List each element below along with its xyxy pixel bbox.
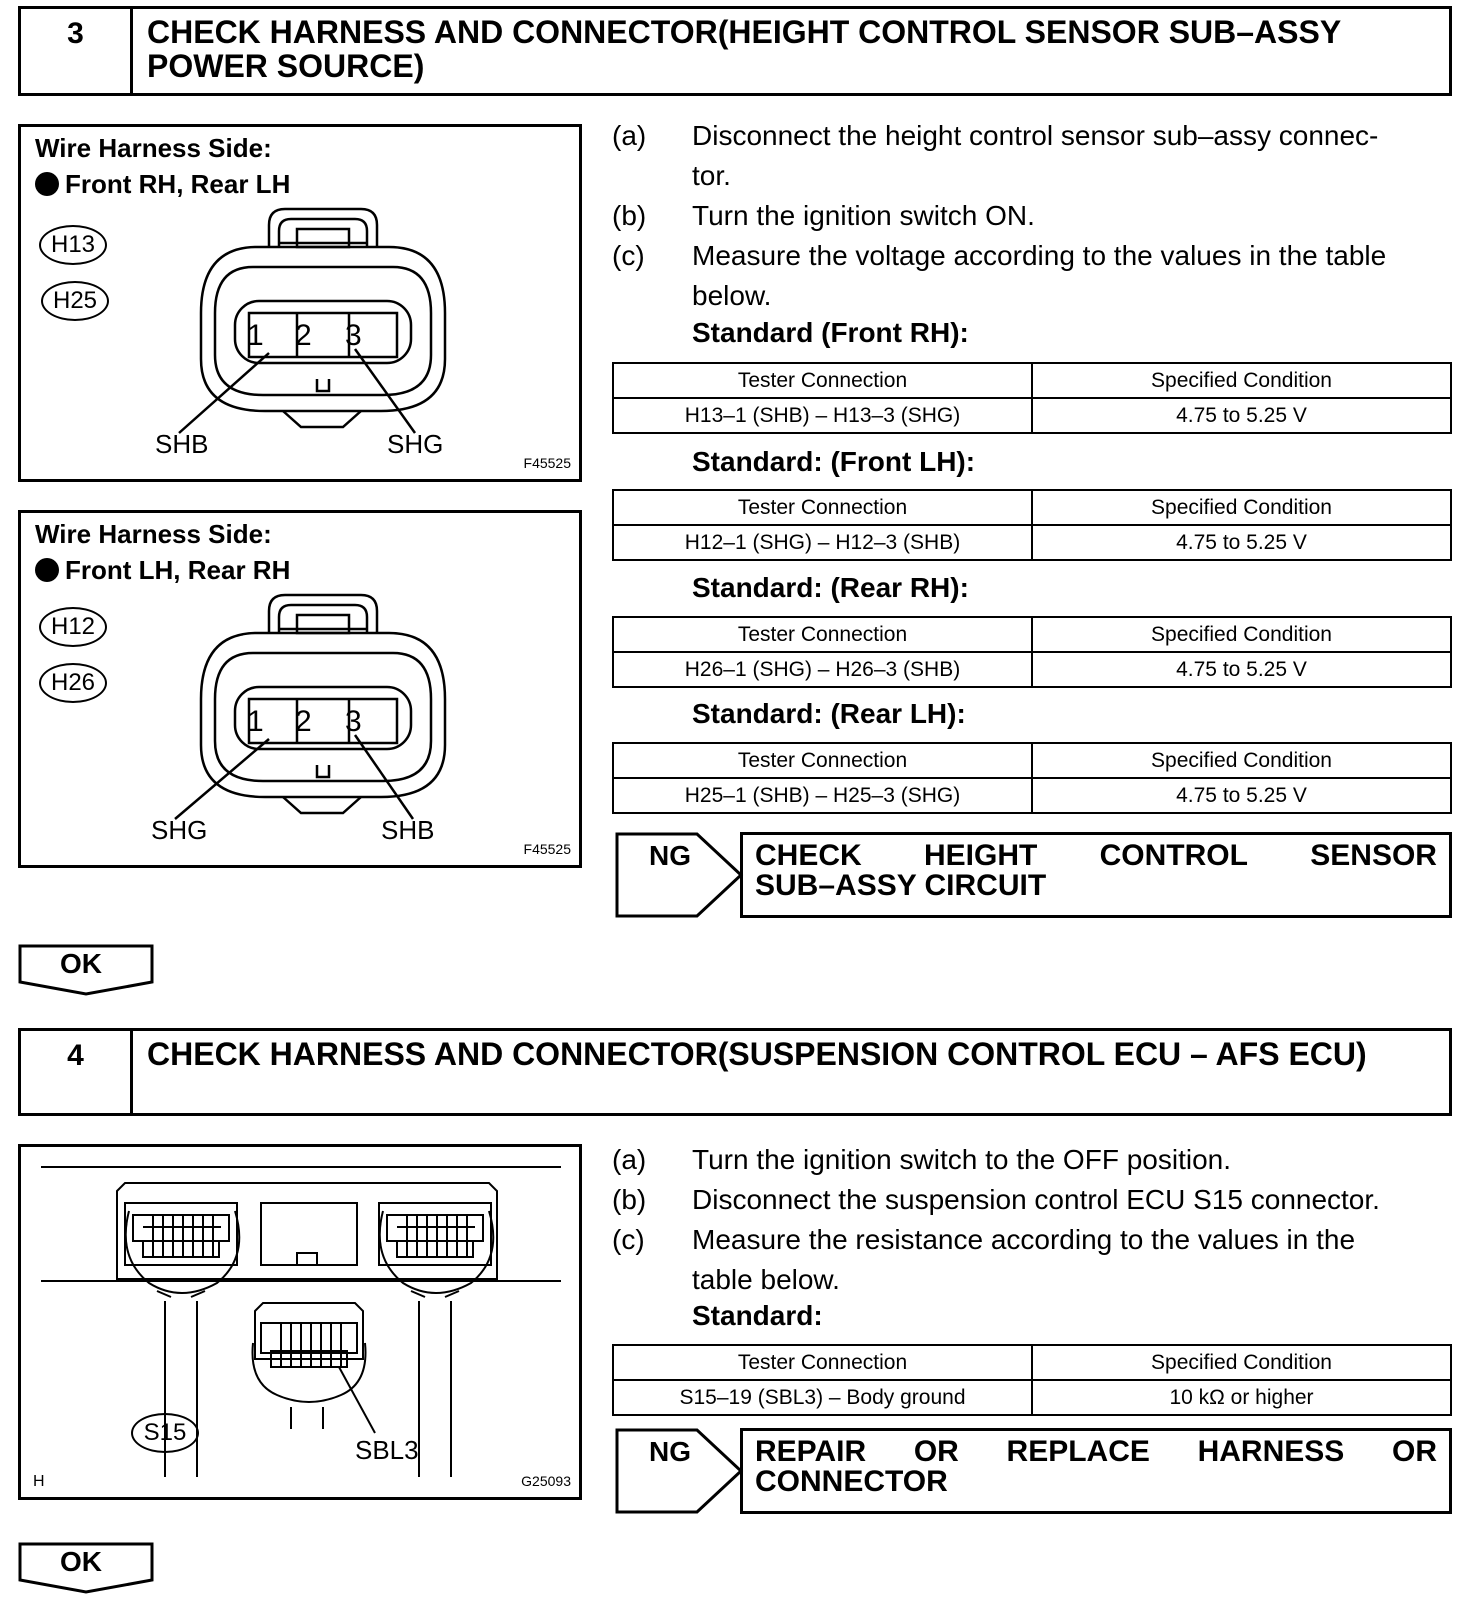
- table-header: Specified Condition: [1032, 743, 1451, 778]
- spec-table: [612, 489, 1452, 561]
- ok-indicator: [18, 1542, 154, 1599]
- ng-label: NG: [649, 1436, 691, 1467]
- step-number: 4: [21, 1031, 133, 1113]
- pin-label-right: SHB: [381, 815, 435, 845]
- connector-figure-front-rh-rear-lh: [18, 124, 582, 482]
- connector-oval: S15: [131, 1413, 199, 1453]
- pin-label: SBL3: [355, 1435, 419, 1465]
- connector-icon: [21, 127, 579, 479]
- ng-label: NG: [649, 840, 691, 871]
- instruction-b: (b) Disconnect the suspension control ECU S15 connector.: [612, 1184, 1380, 1215]
- table-header: Tester Connection: [613, 617, 1032, 652]
- spec-table: [612, 1344, 1452, 1416]
- figure-code: F45525: [523, 841, 571, 857]
- table-header: Specified Condition: [1032, 490, 1451, 525]
- figure-subtitle: Front RH, Rear LH: [35, 169, 290, 200]
- spec-table: [612, 742, 1452, 814]
- ok-indicator: [18, 944, 154, 1001]
- instruction-c: (c) Measure the voltage according to the values in the table below.: [612, 240, 1387, 311]
- pin-number: 2: [295, 319, 312, 352]
- step-4-instructions: [612, 1140, 1460, 1300]
- table-header: Tester Connection: [613, 743, 1032, 778]
- ok-label: OK: [60, 1546, 102, 1577]
- standard-heading: Standard: (Rear LH):: [692, 698, 966, 729]
- standard-heading: Standard: (Front LH):: [692, 446, 976, 477]
- connector-icon: [21, 513, 579, 865]
- figure-code: G25093: [521, 1473, 571, 1489]
- ng-action-line-1: REPAIR OR REPLACE HARNESS OR: [755, 1435, 1437, 1468]
- table-header: Tester Connection: [613, 1345, 1032, 1380]
- ng-action-line-1: CHECK HEIGHT CONTROL SENSOR: [755, 839, 1437, 872]
- connector-oval: H12: [39, 607, 107, 647]
- table-cell: 4.75 to 5.25 V: [1032, 778, 1451, 813]
- table-cell: 4.75 to 5.25 V: [1032, 398, 1451, 433]
- connector-oval: H13: [39, 225, 107, 265]
- pin-label-left: SHG: [151, 815, 208, 845]
- table-cell: H12–1 (SHG) – H12–3 (SHB): [613, 525, 1032, 560]
- figure-corner-mark: H: [33, 1473, 45, 1490]
- table-header: Specified Condition: [1032, 1345, 1451, 1380]
- spec-table: [612, 616, 1452, 688]
- step-3-instructions: [612, 116, 1460, 316]
- figure-title: Wire Harness Side:: [35, 519, 272, 549]
- ng-indicator: [615, 1428, 745, 1519]
- ng-action-box: [740, 832, 1452, 918]
- pin-number: 1: [247, 705, 264, 738]
- connector-oval: H26: [39, 663, 107, 703]
- instruction-a: (a) Disconnect the height control sensor sub–assy connec- tor.: [612, 120, 1379, 191]
- instruction-a: (a) Turn the ignition switch to the OFF position.: [612, 1144, 1231, 1175]
- ecu-connector-figure: [18, 1144, 582, 1500]
- ecu-connector-icon: [21, 1147, 579, 1497]
- pin-number: 1: [247, 319, 264, 352]
- connector-figure-front-lh-rear-rh: [18, 510, 582, 868]
- standard-heading: Standard: (Rear RH):: [692, 572, 969, 603]
- table-cell: 10 kΩ or higher: [1032, 1380, 1451, 1415]
- pin-number: 2: [295, 705, 312, 738]
- figure-title: Wire Harness Side:: [35, 133, 272, 163]
- spec-table: [612, 362, 1452, 434]
- ng-action-line-2: SUB–ASSY CIRCUIT: [755, 869, 1047, 902]
- step-3-header: [18, 6, 1452, 96]
- figure-code: F45525: [523, 455, 571, 471]
- standard-heading: Standard (Front RH):: [692, 317, 969, 348]
- table-header: Tester Connection: [613, 490, 1032, 525]
- table-header: Specified Condition: [1032, 363, 1451, 398]
- ok-label: OK: [60, 948, 102, 979]
- table-cell: H26–1 (SHG) – H26–3 (SHB): [613, 652, 1032, 687]
- pin-number: 3: [345, 319, 362, 352]
- ng-action-box: [740, 1428, 1452, 1514]
- instruction-b: (b) Turn the ignition switch ON.: [612, 200, 1035, 231]
- ng-indicator: [615, 832, 745, 923]
- step-title: CHECK HARNESS AND CONNECTOR(SUSPENSION CONTROL ECU – AFS ECU): [147, 1036, 1367, 1072]
- pin-number: 3: [345, 705, 362, 738]
- table-header: Specified Condition: [1032, 617, 1451, 652]
- table-cell: 4.75 to 5.25 V: [1032, 525, 1451, 560]
- standard-heading: Standard:: [692, 1300, 823, 1331]
- table-cell: 4.75 to 5.25 V: [1032, 652, 1451, 687]
- pin-label-left: SHB: [155, 429, 209, 459]
- table-cell: S15–19 (SBL3) – Body ground: [613, 1380, 1032, 1415]
- table-header: Tester Connection: [613, 363, 1032, 398]
- ng-action-line-2: CONNECTOR: [755, 1465, 948, 1498]
- step-4-header: [18, 1028, 1452, 1116]
- step-number: 3: [21, 9, 133, 93]
- instruction-c: (c) Measure the resistance according to the values in the table below.: [612, 1224, 1356, 1295]
- figure-subtitle: Front LH, Rear RH: [35, 555, 290, 586]
- step-title: CHECK HARNESS AND CONNECTOR(HEIGHT CONTROL SENSOR SUB–ASSY POWER SOURCE): [147, 14, 1341, 84]
- table-cell: H25–1 (SHB) – H25–3 (SHG): [613, 778, 1032, 813]
- connector-oval: H25: [41, 281, 109, 321]
- table-cell: H13–1 (SHB) – H13–3 (SHG): [613, 398, 1032, 433]
- pin-label-right: SHG: [387, 429, 444, 459]
